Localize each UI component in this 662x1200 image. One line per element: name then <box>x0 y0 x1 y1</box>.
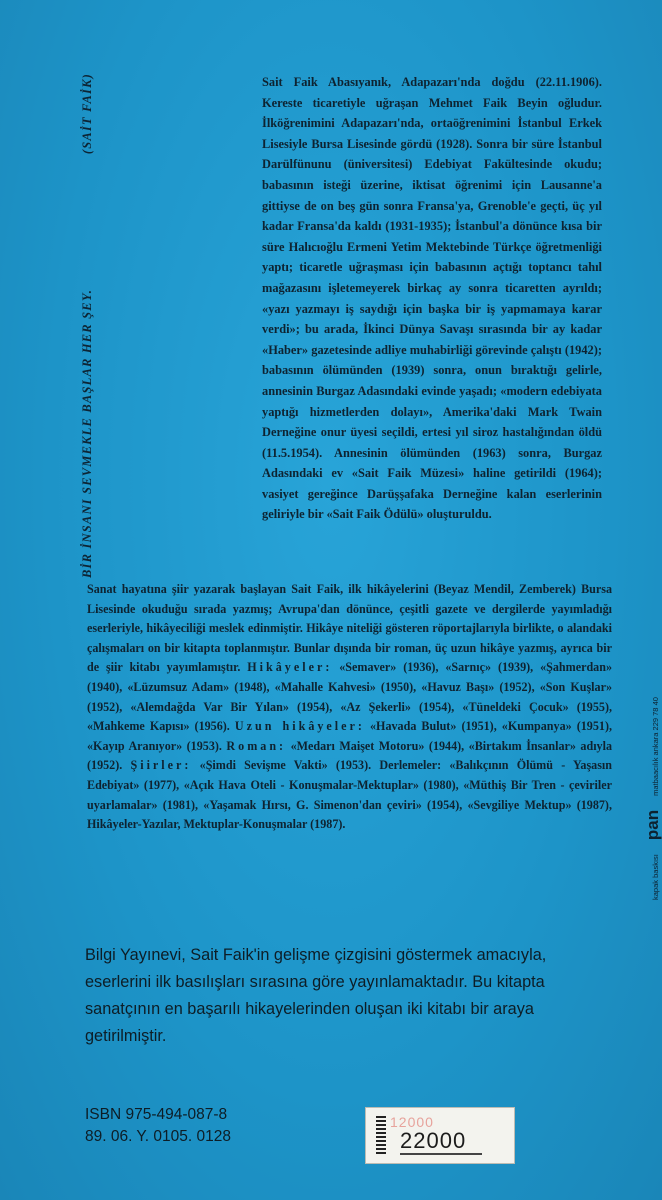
collections-list: Derlemeler: «Balıkçının Ölümü - Yaşasın Edebiyat» (1977), «Açık Hava Oteli - Konuşmalar-Mektuplar» (1980), «Müthiş Bir Tren - çeviriler uyarlamalar» (1981), «Yaşamak Hırsı, G. Simenon'dan çeviri» (1954), «Sevgiliye Mektup» (1987), Hikâyeler-Yazılar, Mektuplar-Konuşmalar (1987). <box>87 758 612 832</box>
old-price: 12000 <box>390 1114 434 1130</box>
price-label: 22000 <box>400 1128 467 1153</box>
printer-logo: pan <box>643 809 662 841</box>
isbn-block <box>85 1104 231 1148</box>
price-underline <box>400 1153 482 1155</box>
long-stories-list: «Havada Bulut» (1951), «Kumpanya» (1951), «Kayıp Aranıyor» (1953). <box>87 719 612 753</box>
works-section <box>87 580 612 835</box>
publisher-note: Bilgi Yayınevi, Sait Faik'in gelişme çizgisini göstermek amacıyla, eserlerini ilk basılışları sırasına göre yayınlamaktadır. Bu kitapta sanatçının en başarılı hikayelerinden oluşan iki kitabı bir araya getirilmiştir. <box>85 946 547 1045</box>
price-sticker <box>365 1107 515 1164</box>
cover-credit: kapak baskısı <box>651 854 660 900</box>
works-paragraph <box>87 580 612 835</box>
printer-details: matbaacılık ankara 229 78 40 <box>651 697 660 796</box>
novel-label: Roman: <box>226 738 287 753</box>
biography-paragraph: Sait Faik Abasıyanık, Adapazarı'nda doğdu (22.11.1906). Kereste ticaretiyle uğraşan Mehmet Faik Beyin oğludur. İlköğrenimini Adapazarı'nda, ortaöğrenimini İstanbul Erkek Lisesiyle Bursa Lisesinde gördü (1928). Sonra bir süre İstanbul Darülfünunu (üniversitesi) Edebiyat Fakültesinde okudu; babasının isteği üzerine, iktisat öğrenimi için Lausanne'a gittiyse de on beş gün sonra Fransa'ya, Grenoble'e geçti, üç yıl kadar Fransa'da kaldı (1931-1935); İstanbul'a dönünce kısa bir süre Halıcıoğlu Ermeni Yetim Mektebinde Türkçe öğretmenliği yaptı; ticaretle uğraşması için babasının açtığı toptancı tahıl mağazasını işletemeyerek birkaç ay sonra ticaretten ayrıldı; «yazı yazmayı iş saydığı için başka bir iş yapmamaya karar verdi»; bu arada, İkinci Dünya Savaşı sırasında bir ay kadar «Haber» gazetesinde adliye muhabirliği görevinde çalıştı (1942); babasının ölümünden (1939) sonra, onun bıraktığı gelirle, annesinin Burgaz Adasındaki evinde yaşadı; «modern edebiyata yaptığı hizmetlerden dolayı», Amerika'daki Mark Twain Derneğine onur üyesi seçildi, ertesi yıl siroz hastalığından öldü (11.5.1954). Annesinin ölümünden (1963) sonra, Burgaz Adasındaki ev «Sait Faik Müzesi» haline getirildi (1964); vasiyet gereğince Darüşşafaka Derneğine kalan eserlerinin geliriyle bir «Sait Faik Ödülü» oluşturuldu. <box>262 75 602 522</box>
isbn-number: ISBN 975-494-087-8 <box>85 1106 228 1123</box>
novel-list: «Medarı Maişet Motoru» (1944), «Birtakım İnsanlar» adıyla (1952). <box>87 738 613 773</box>
quote-text: BİR İNSANI SEVMEKLE BAŞLAR HER ŞEY. <box>80 288 94 578</box>
stories-list: «Semaver» (1936), «Sarnıç» (1939), «Şahmerdan» (1940), «Lüzumsuz Adam» (1948), «Mahalle Kahvesi» (1950), «Havuz Başı» (1952), «Son Kuşlar» (1952), «Alemdağda Var Bir Yılan» (1954), «Az Şekerli» (1954), «Tüneldeki Çocuk» (1955), «Mahkeme Kapısı» (1956). <box>87 660 612 734</box>
printer-imprint <box>643 697 662 900</box>
barcode-icon <box>376 1116 386 1155</box>
stories-label: Hikâyeler: <box>247 660 333 675</box>
works-intro: Sanat hayatına şiir yazarak başlayan Sait Faik, ilk hikâyelerini (Beyaz Mendil, Zemberek) Bursa Lisesinde okuduğu sırada yazmış; Avrupa'dan dönünce, çeşitli gazete ve dergilerde yayımladığı eserleriyle, hikâyeciliği meslek edinmiştir. Hikâye niteliği gösteren röportajlarıyla birlikte, o alandaki çalışmaları on bir kitapta toplanmıştır. Bunlar dışında bir roman, üç uzun hikâye yazmış, ayrıca bir de şiir kitabı yayımlamıştır. <box>87 582 612 675</box>
poems-list: «Şimdi Sevişme Vakti» (1953). <box>199 758 372 773</box>
catalog-code: 89. 06. Y. 0105. 0128 <box>85 1128 231 1145</box>
long-stories-label: Uzun hikâyeler: <box>234 719 365 734</box>
quote-attribution: (SAİT FAİK) <box>80 73 94 155</box>
vertical-quote <box>80 73 95 578</box>
author-biography <box>262 72 602 525</box>
poems-label: Şiirler: <box>130 758 192 773</box>
